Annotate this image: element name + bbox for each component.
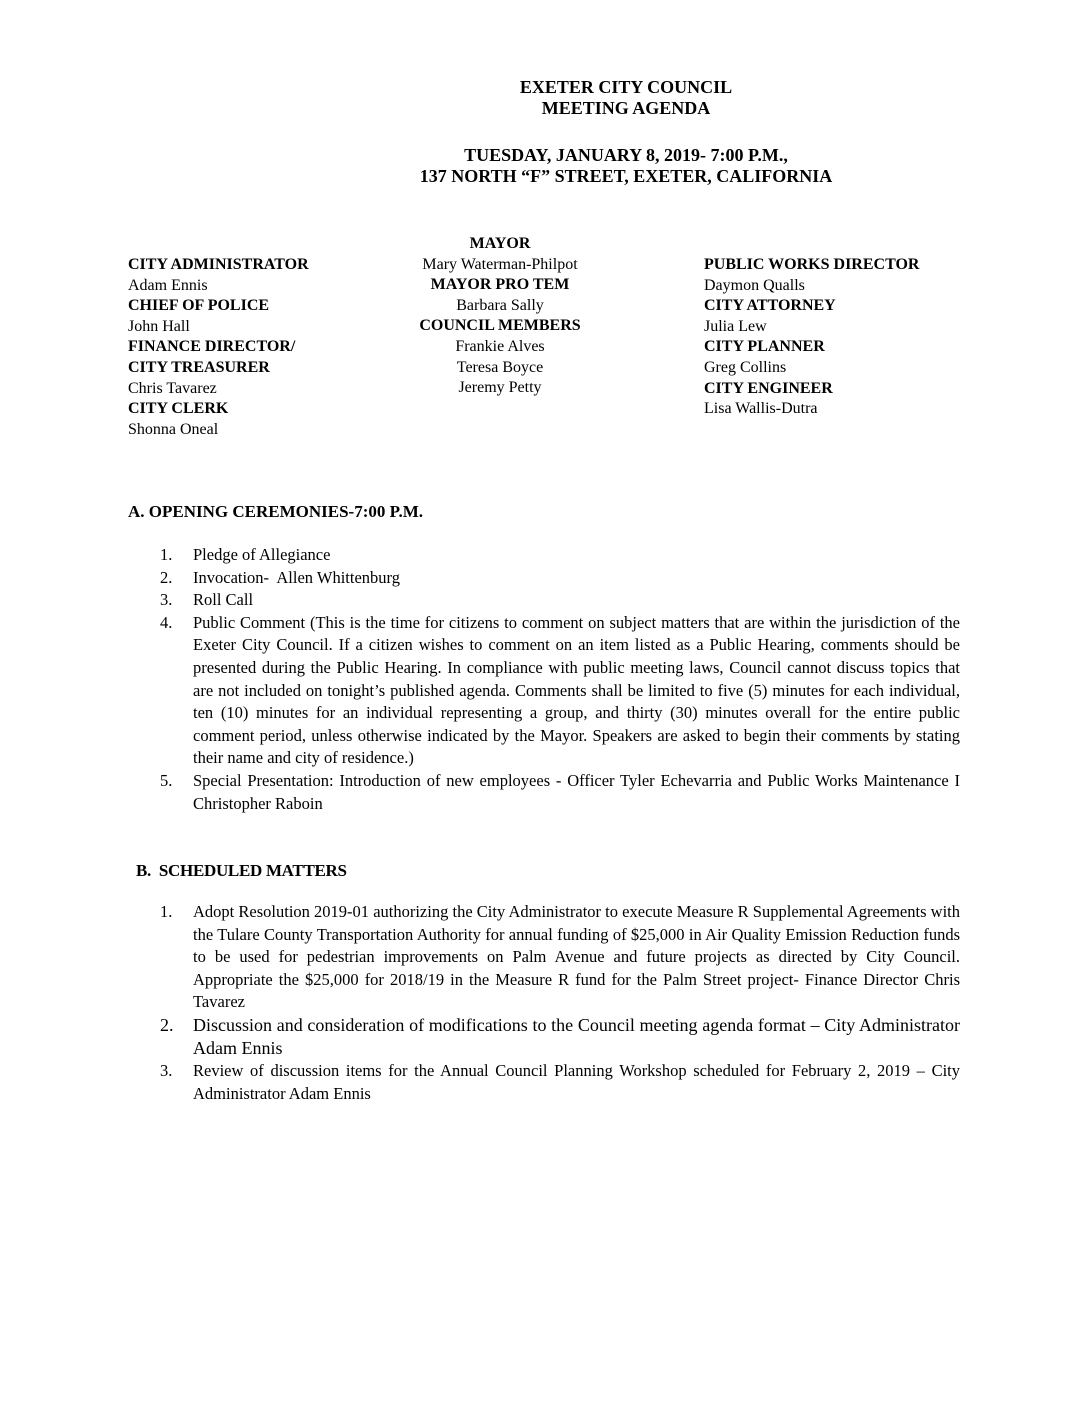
agenda-item — [160, 567, 960, 590]
section-b-list — [160, 901, 960, 1105]
official-name: Greg Collins — [704, 358, 787, 376]
item-text: Public Comment (This is the time for citizens to comment on subject matters that are within the jurisdiction of the Exeter City Council. If a citizen wishes to comment on an item listed as a Public Hearing, comments should be presented during the Public Hearing. In compliance with public meeting laws, Council cannot discuss topics that are not included on tonight’s published agenda. Comments shall be limited to five (5) minutes for each individual, ten (10) minutes for an individual representing a group, and thirty (30) minutes overall for the entire public comment period, unless otherwise indicated by the Mayor. Speakers are asked to begin their comments by stating their name and city of residence.) — [193, 612, 960, 768]
meeting-address: 137 NORTH “F” STREET, EXETER, CALIFORNIA — [419, 166, 833, 186]
officials-left-column — [128, 255, 309, 440]
agenda-item — [160, 901, 960, 1014]
official-name: Julia Lew — [704, 317, 767, 335]
section-a-heading: A. OPENING CEREMONIES-7:00 P.M. — [128, 502, 423, 521]
council-members-label: COUNCIL MEMBERS — [419, 317, 581, 335]
item-number: 2. — [160, 567, 173, 587]
item-text: Discussion and consideration of modifications to the Council meeting agenda format – City Administrator Adam Ennis — [193, 1014, 960, 1058]
official-role: CITY PLANNER — [704, 338, 825, 356]
official-role: CHIEF OF POLICE — [128, 297, 270, 315]
agenda-item — [160, 1060, 960, 1105]
official-name: Lisa Wallis-Dutra — [704, 400, 818, 418]
item-number: 1. — [160, 545, 173, 564]
official-role: FINANCE DIRECTOR/ — [128, 338, 296, 356]
item-text: Special Presentation: Introduction of new employees - Officer Tyler Echevarria and Public Works Maintenance I Christopher Raboin — [193, 770, 960, 813]
official-role: CITY CLERK — [128, 400, 229, 418]
official-name: Adam Ennis — [128, 276, 208, 294]
agenda-item — [160, 544, 960, 567]
council-member: Jeremy Petty — [458, 379, 542, 397]
item-text: Invocation- Allen Whittenburg — [193, 567, 400, 587]
official-role: CITY ADMINISTRATOR — [128, 256, 309, 273]
council-member: Frankie Alves — [455, 337, 545, 355]
official-role: PUBLIC WORKS DIRECTOR — [704, 256, 920, 273]
officials-right-column — [704, 255, 919, 420]
pro-tem-label: MAYOR PRO TEM — [430, 276, 570, 294]
title-council: EXETER CITY COUNCIL — [519, 77, 733, 97]
section-b-heading: B. SCHEDULED MATTERS — [136, 861, 347, 880]
item-text: Review of discussion items for the Annual Council Planning Workshop scheduled for February 2, 2019 – City Administrator Adam Ennis — [193, 1060, 960, 1103]
official-role: CITY TREASURER — [128, 358, 270, 376]
official-role: CITY ATTORNEY — [704, 297, 836, 315]
agenda-item — [160, 612, 960, 770]
title-agenda: MEETING AGENDA — [541, 98, 711, 118]
item-number: 5. — [160, 770, 173, 790]
council-member: Teresa Boyce — [456, 358, 544, 376]
official-name: Daymon Qualls — [704, 276, 805, 294]
official-name: Shonna Oneal — [128, 420, 219, 438]
section-a-list — [160, 544, 960, 815]
item-number: 4. — [160, 612, 173, 632]
item-number: 3. — [160, 590, 173, 610]
official-role: CITY ENGINEER — [704, 379, 833, 397]
official-name: Chris Tavarez — [128, 379, 217, 397]
meeting-date: TUESDAY, JANUARY 8, 2019- 7:00 P.M., — [464, 145, 788, 165]
mayor-name: Mary Waterman-Philpot — [422, 255, 578, 273]
item-number: 2. — [160, 1014, 174, 1035]
meeting-info — [0, 145, 1088, 187]
item-number: 1. — [160, 902, 173, 921]
item-text: Adopt Resolution 2019-01 authorizing the City Administrator to execute Measure R Supplemental Agreements with the Tulare County Transportation Authority for annual funding of $25,000 in Air Quality Emission Reduction funds to be used for pedestrian improvements on Palm Avenue and future projects as directed by City Council. Appropriate the $25,000 for 2018/19 in the Measure R fund for the Palm Street project- Finance Director Chris Tavarez — [193, 902, 960, 1012]
item-number: 3. — [160, 1060, 173, 1080]
agenda-item — [160, 589, 960, 612]
mayor-label: MAYOR — [469, 235, 531, 252]
item-text: Roll Call — [193, 590, 254, 610]
pro-tem-name: Barbara Sally — [456, 296, 544, 314]
agenda-item — [160, 770, 960, 815]
agenda-item — [160, 1014, 960, 1060]
officials-center-column — [380, 234, 620, 399]
item-text: Pledge of Allegiance — [193, 545, 331, 564]
agenda-title — [0, 77, 1088, 119]
official-name: John Hall — [128, 317, 190, 335]
